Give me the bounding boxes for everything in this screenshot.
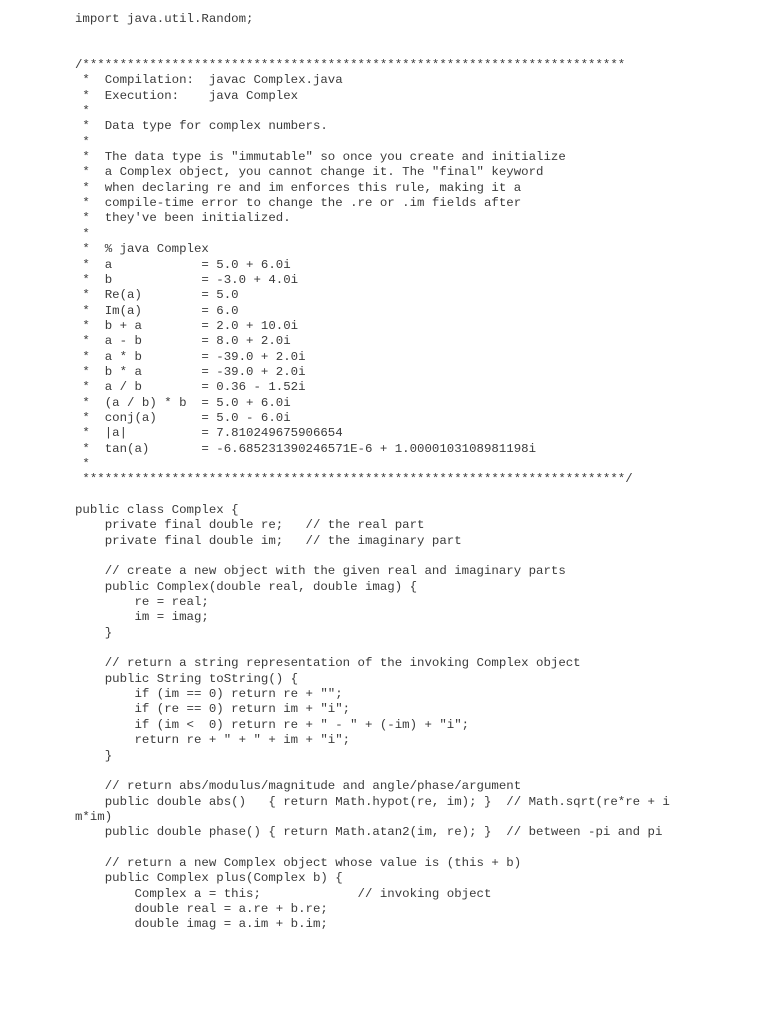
code-line: im = imag; bbox=[75, 610, 209, 625]
code-line: * bbox=[75, 104, 90, 119]
code-line: * The data type is "immutable" so once you create and initialize bbox=[75, 150, 566, 165]
code-line: private final double im; // the imaginary part bbox=[75, 533, 462, 548]
code-line bbox=[75, 841, 755, 856]
code-line bbox=[75, 27, 755, 42]
code-line: // return a new Complex object whose value is (this + b) bbox=[75, 855, 522, 870]
code-line: return re + " + " + im + "i"; bbox=[75, 733, 351, 748]
code-line: *************************************************************************/ bbox=[75, 472, 633, 487]
code-line bbox=[75, 764, 755, 779]
code-line: * compile-time error to change the .re or .im fields after bbox=[75, 196, 522, 211]
code-line: * Compilation: javac Complex.java bbox=[75, 73, 343, 88]
code-line: public Complex(double real, double imag) { bbox=[75, 579, 418, 594]
code-line: import java.util.Random; bbox=[75, 12, 254, 26]
code-line: * b = -3.0 + 4.0i bbox=[75, 272, 299, 287]
code-line: double real = a.re + b.re; bbox=[75, 901, 328, 916]
code-line bbox=[75, 43, 755, 58]
code-line: * Re(a) = 5.0 bbox=[75, 288, 239, 303]
code-line bbox=[75, 549, 755, 564]
code-line: private final double re; // the real part bbox=[75, 518, 425, 533]
code-line: * a Complex object, you cannot change it. The "final" keyword bbox=[75, 165, 544, 180]
code-line: // return a string representation of the invoking Complex object bbox=[75, 656, 581, 671]
code-line: * a - b = 8.0 + 2.0i bbox=[75, 334, 291, 349]
code-line: * b * a = -39.0 + 2.0i bbox=[75, 364, 306, 379]
code-line: public class Complex { bbox=[75, 503, 239, 517]
code-line: if (im < 0) return re + " - " + (-im) + "i"; bbox=[75, 717, 470, 732]
code-line: double imag = a.im + b.im; bbox=[75, 917, 328, 932]
code-line: * bbox=[75, 456, 90, 471]
code-line: * a / b = 0.36 - 1.52i bbox=[75, 380, 306, 395]
code-line: * Data type for complex numbers. bbox=[75, 119, 328, 134]
code-line: * conj(a) = 5.0 - 6.0i bbox=[75, 410, 291, 425]
code-line: * Execution: java Complex bbox=[75, 88, 299, 103]
code-line: * % java Complex bbox=[75, 242, 209, 257]
code-line: * bbox=[75, 134, 90, 149]
code-line: * a * b = -39.0 + 2.0i bbox=[75, 349, 306, 364]
code-line: // return abs/modulus/magnitude and angle/phase/argument bbox=[75, 779, 522, 794]
code-line: * (a / b) * b = 5.0 + 6.0i bbox=[75, 395, 291, 410]
code-line: public double abs() { return Math.hypot(re, im); } // Math.sqrt(re*re + i bbox=[75, 794, 670, 809]
code-line bbox=[75, 488, 755, 503]
code-line: * tan(a) = -6.685231390246571E-6 + 1.0000103108981198i bbox=[75, 441, 537, 456]
code-line: * they've been initialized. bbox=[75, 211, 291, 226]
code-line: public String toString() { bbox=[75, 671, 299, 686]
code-line: } bbox=[75, 625, 113, 640]
code-line: /************************************************************************* bbox=[75, 58, 626, 73]
code-line: m*im) bbox=[75, 809, 113, 824]
code-line: if (re == 0) return im + "i"; bbox=[75, 702, 351, 717]
code-line: * b + a = 2.0 + 10.0i bbox=[75, 318, 299, 333]
code-line: * a = 5.0 + 6.0i bbox=[75, 257, 291, 272]
code-line: * |a| = 7.810249675906654 bbox=[75, 426, 343, 441]
code-line bbox=[75, 641, 755, 656]
code-line: Complex a = this; // invoking object bbox=[75, 886, 492, 901]
code-line: // create a new object with the given real and imaginary parts bbox=[75, 564, 566, 579]
code-line: public double phase() { return Math.atan2(im, re); } // between -pi and pi bbox=[75, 825, 663, 840]
source-code-listing bbox=[75, 12, 755, 933]
code-line: public Complex plus(Complex b) { bbox=[75, 871, 343, 886]
code-line: * when declaring re and im enforces this rule, making it a bbox=[75, 180, 522, 195]
code-line: re = real; bbox=[75, 595, 209, 610]
code-line: } bbox=[75, 748, 113, 763]
code-line: if (im == 0) return re + ""; bbox=[75, 687, 343, 702]
code-line: * bbox=[75, 226, 90, 241]
code-line: * Im(a) = 6.0 bbox=[75, 303, 239, 318]
